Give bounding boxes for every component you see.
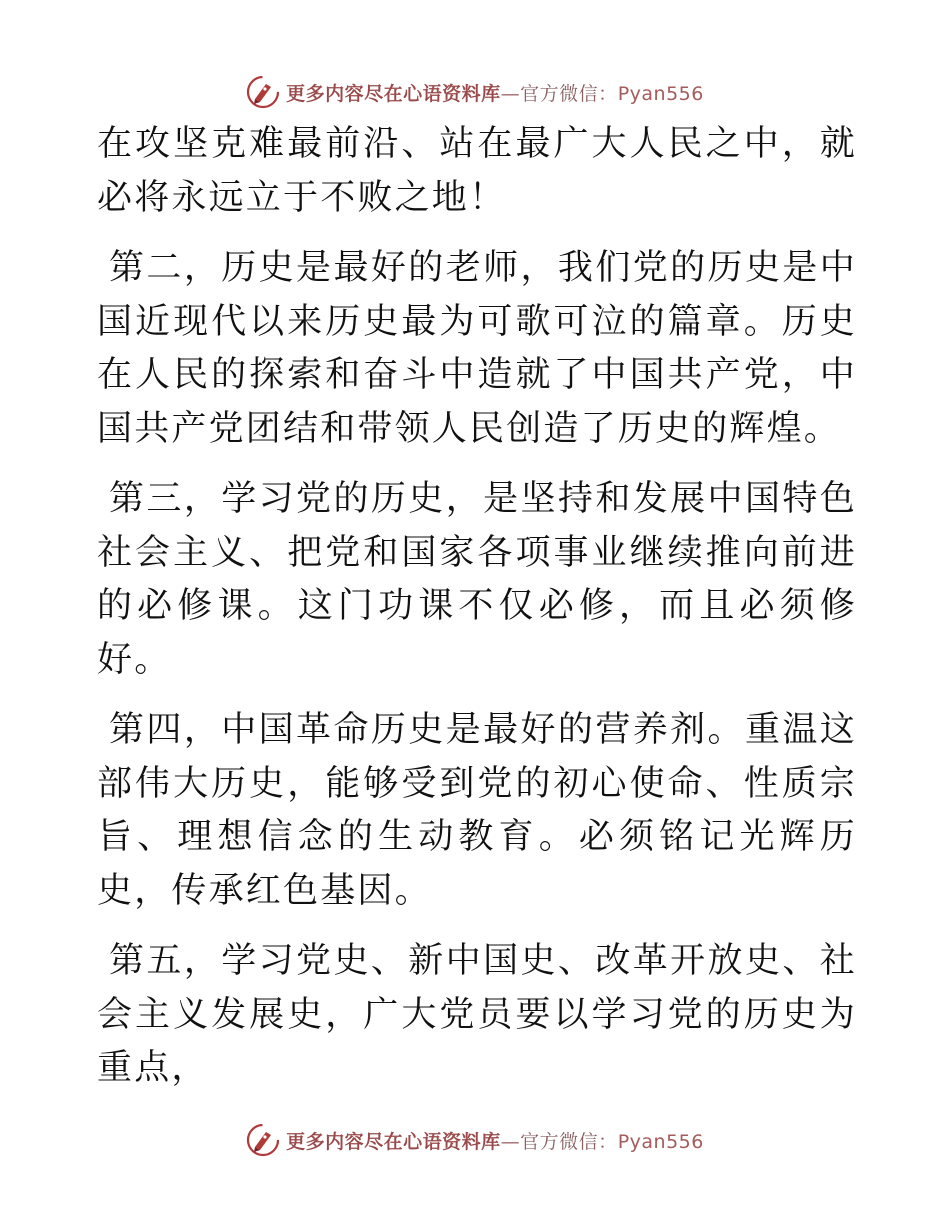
watermark-wechat-id: Pyan556 — [617, 1130, 704, 1153]
pen-nib-icon — [246, 1123, 280, 1157]
watermark-brand: 更多内容尽在心语资料库 — [286, 1130, 501, 1153]
paragraph-second-point: 第二，历史是最好的老师，我们党的历史是中国近现代以来历史最为可歌可泣的篇章。历史在人民的探索和奋斗中造就了中国共产党，中国共产党团结和带领人民创造了历史的辉煌。 — [97, 248, 857, 449]
paragraph-continuation: 在攻坚克难最前沿、站在最广大人民之中，就必将永远立于不败之地！ — [97, 124, 857, 218]
watermark-wechat-label: 官方微信： — [520, 1130, 618, 1153]
watermark-dash: — — [500, 82, 521, 105]
watermark-text — [286, 79, 704, 106]
footer-watermark — [0, 1120, 950, 1160]
paragraph-fifth-point: 第五，学习党史、新中国史、改革开放史、社会主义发展史，广大党员要以学习党的历史为重点， — [97, 941, 857, 1088]
watermark-brand: 更多内容尽在心语资料库 — [286, 82, 501, 105]
watermark-wechat-id: Pyan556 — [617, 82, 704, 105]
paragraph-third-point: 第三，学习党的历史，是坚持和发展中国特色社会主义、把党和国家各项事业继续推向前进的必修课。这门功课不仅必修，而且必须修好。 — [97, 479, 857, 680]
watermark-text — [286, 1127, 704, 1154]
watermark-wechat-label: 官方微信： — [520, 82, 618, 105]
document-body — [97, 118, 857, 1113]
paragraph-fourth-point: 第四，中国革命历史是最好的营养剂。重温这部伟大历史，能够受到党的初心使命、性质宗旨、理想信念的生动教育。必须铭记光辉历史，传承红色基因。 — [97, 710, 857, 911]
header-watermark — [0, 72, 950, 112]
watermark-dash: — — [500, 1130, 521, 1153]
pen-nib-icon — [246, 75, 280, 109]
